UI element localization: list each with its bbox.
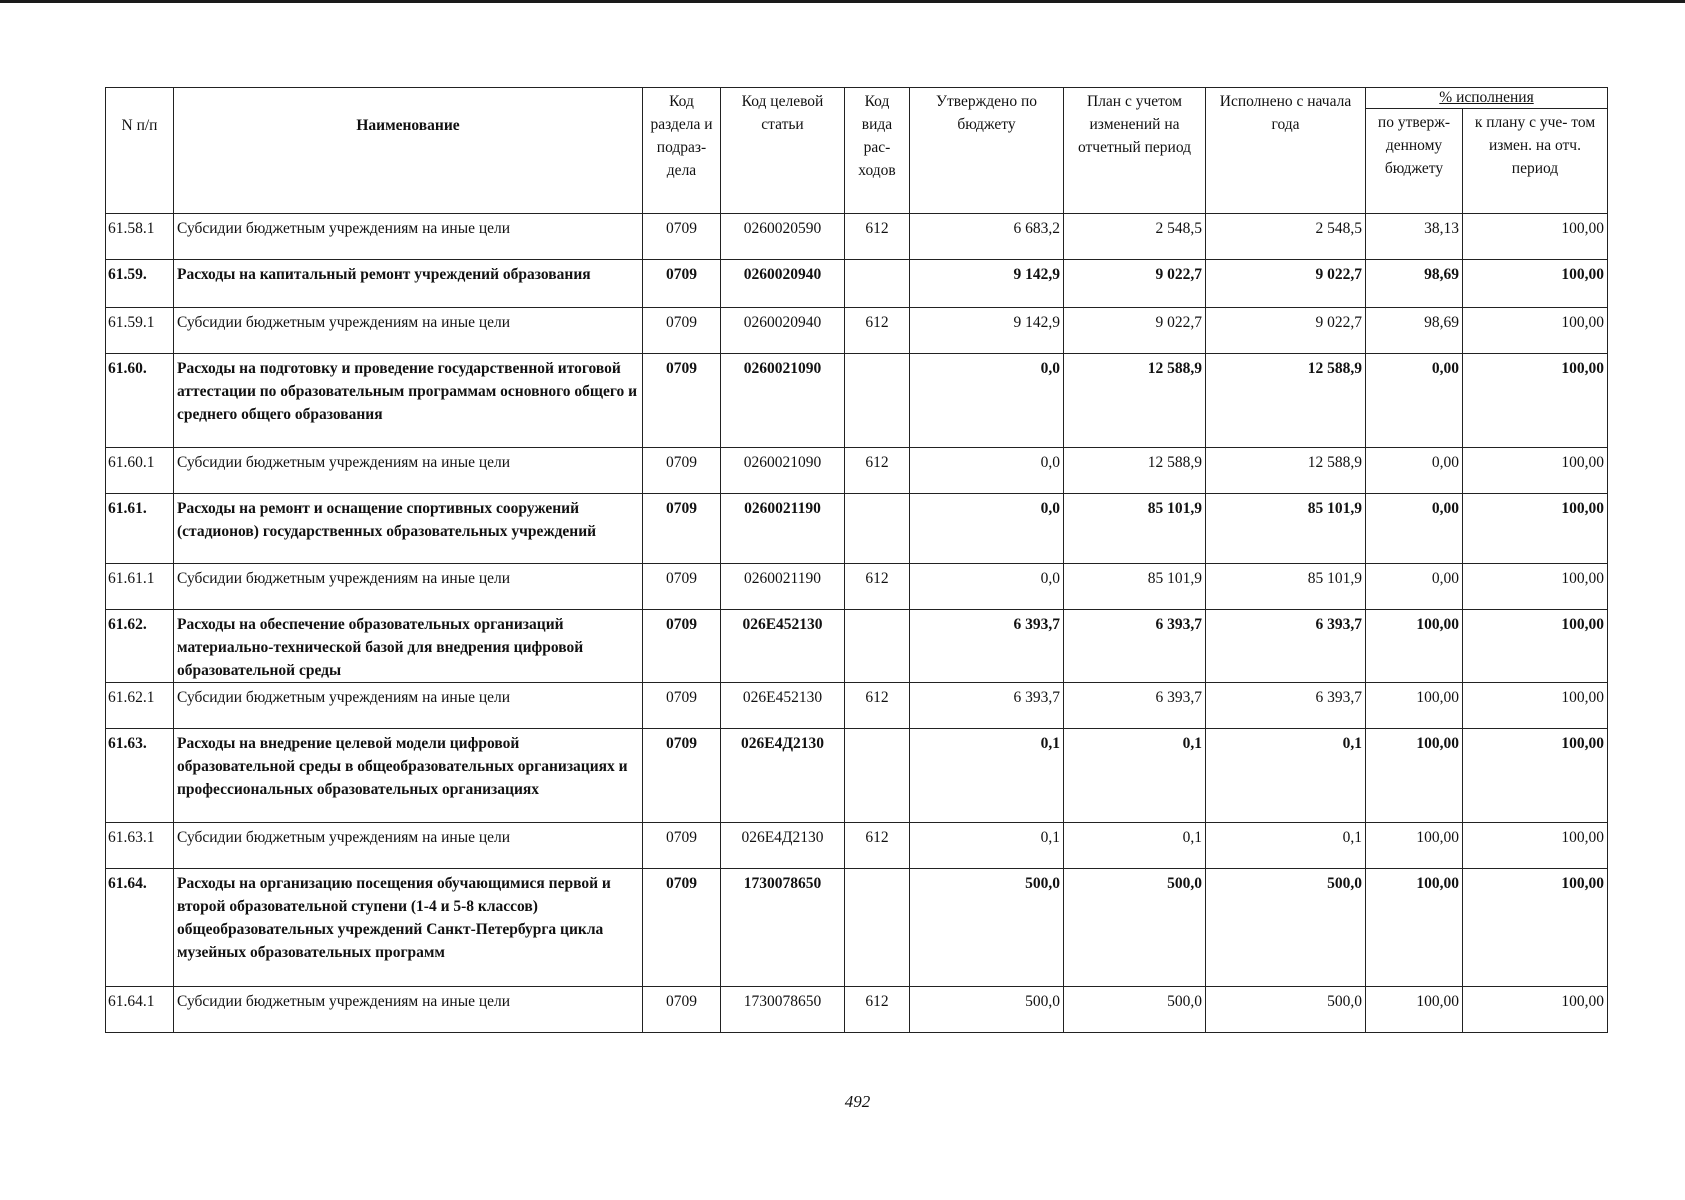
- row-pct-plan-cell: 100,00: [1463, 260, 1608, 308]
- row-razdel-cell: 0709: [643, 610, 721, 683]
- row-vid-cell: [845, 729, 910, 823]
- row-number-cell: 61.64.1: [106, 987, 174, 1033]
- row-pct-plan-cell: 100,00: [1463, 354, 1608, 448]
- row-celevaya-cell: 0260020940: [721, 308, 845, 354]
- table-row: [106, 564, 1608, 610]
- header-kod-celevoy: Код целевой статьи: [721, 88, 845, 214]
- row-name-cell: Расходы на обеспечение образовательных организаций материально-технической базой для внедрения цифровой образовательной среды: [174, 610, 643, 683]
- table-row: [106, 683, 1608, 729]
- row-name-cell: Расходы на капитальный ремонт учреждений образования: [174, 260, 643, 308]
- row-number-cell: 61.60.: [106, 354, 174, 448]
- row-name-cell: Субсидии бюджетным учреждениям на иные цели: [174, 308, 643, 354]
- row-plan-cell: 85 101,9: [1064, 494, 1206, 564]
- row-isp-cell: 85 101,9: [1206, 494, 1366, 564]
- row-vid-cell: [845, 610, 910, 683]
- row-celevaya-cell: 1730078650: [721, 987, 845, 1033]
- row-pct-plan-cell: 100,00: [1463, 494, 1608, 564]
- row-pct-utv-cell: 100,00: [1366, 729, 1463, 823]
- row-isp-cell: 0,1: [1206, 823, 1366, 869]
- header-name: Наименование: [174, 88, 643, 214]
- row-vid-cell: 612: [845, 987, 910, 1033]
- row-razdel-cell: 0709: [643, 869, 721, 987]
- table-row: [106, 494, 1608, 564]
- row-number-cell: 61.60.1: [106, 448, 174, 494]
- row-name-cell: Расходы на ремонт и оснащение спортивных сооружений (стадионов) государственных образовательных учреждений: [174, 494, 643, 564]
- row-plan-cell: 2 548,5: [1064, 214, 1206, 260]
- row-isp-cell: 2 548,5: [1206, 214, 1366, 260]
- row-celevaya-cell: 0260020590: [721, 214, 845, 260]
- row-plan-cell: 500,0: [1064, 869, 1206, 987]
- row-razdel-cell: 0709: [643, 823, 721, 869]
- row-vid-cell: 612: [845, 564, 910, 610]
- row-razdel-cell: 0709: [643, 354, 721, 448]
- row-celevaya-cell: 0260021090: [721, 354, 845, 448]
- header-plan: План с учетом изменений на отчетный период: [1064, 88, 1206, 214]
- row-name-cell: Расходы на подготовку и проведение государственной итоговой аттестации по образовательным программам основного общего и среднего общего образования: [174, 354, 643, 448]
- row-pct-plan-cell: 100,00: [1463, 214, 1608, 260]
- row-pct-plan-cell: 100,00: [1463, 869, 1608, 987]
- row-isp-cell: 12 588,9: [1206, 354, 1366, 448]
- row-pct-utv-cell: 100,00: [1366, 683, 1463, 729]
- budget-execution-table: [105, 87, 1608, 1033]
- row-pct-utv-cell: 98,69: [1366, 308, 1463, 354]
- table-row: [106, 354, 1608, 448]
- row-razdel-cell: 0709: [643, 564, 721, 610]
- row-name-cell: Субсидии бюджетным учреждениям на иные цели: [174, 214, 643, 260]
- table-row: [106, 823, 1608, 869]
- page-number: 492: [844, 1092, 871, 1111]
- table-row: [106, 869, 1608, 987]
- row-vid-cell: 612: [845, 308, 910, 354]
- row-utv-cell: 6 393,7: [910, 683, 1064, 729]
- row-celevaya-cell: 0260021090: [721, 448, 845, 494]
- row-pct-plan-cell: 100,00: [1463, 987, 1608, 1033]
- row-celevaya-cell: 0260021190: [721, 564, 845, 610]
- row-name-cell: Субсидии бюджетным учреждениям на иные цели: [174, 448, 643, 494]
- row-vid-cell: [845, 869, 910, 987]
- row-razdel-cell: 0709: [643, 448, 721, 494]
- row-pct-utv-cell: 100,00: [1366, 823, 1463, 869]
- row-number-cell: 61.64.: [106, 869, 174, 987]
- header-ispolneno: Исполнено с начала года: [1206, 88, 1366, 214]
- row-plan-cell: 0,1: [1064, 729, 1206, 823]
- row-razdel-cell: 0709: [643, 308, 721, 354]
- row-name-cell: Расходы на организацию посещения обучающимися первой и второй образовательной ступени (1-4 и 5-8 классов) общеобразовательных учреждений Санкт-Петербурга цикла музейных образовательных программ: [174, 869, 643, 987]
- row-number-cell: 61.63.1: [106, 823, 174, 869]
- table-row: [106, 610, 1608, 683]
- row-pct-utv-cell: 100,00: [1366, 987, 1463, 1033]
- table-row: [106, 214, 1608, 260]
- row-name-cell: Субсидии бюджетным учреждениям на иные цели: [174, 683, 643, 729]
- row-utv-cell: 0,0: [910, 564, 1064, 610]
- row-vid-cell: 612: [845, 683, 910, 729]
- row-name-cell: Субсидии бюджетным учреждениям на иные цели: [174, 823, 643, 869]
- row-isp-cell: 500,0: [1206, 987, 1366, 1033]
- row-number-cell: 61.62.1: [106, 683, 174, 729]
- row-vid-cell: 612: [845, 214, 910, 260]
- row-vid-cell: 612: [845, 448, 910, 494]
- row-vid-cell: [845, 494, 910, 564]
- table-row: [106, 729, 1608, 823]
- row-utv-cell: 0,1: [910, 729, 1064, 823]
- row-number-cell: 61.62.: [106, 610, 174, 683]
- row-number-cell: 61.59.: [106, 260, 174, 308]
- table-row: [106, 260, 1608, 308]
- row-pct-utv-cell: 38,13: [1366, 214, 1463, 260]
- row-isp-cell: 9 022,7: [1206, 308, 1366, 354]
- row-name-cell: Субсидии бюджетным учреждениям на иные цели: [174, 987, 643, 1033]
- row-pct-utv-cell: 100,00: [1366, 610, 1463, 683]
- row-number-cell: 61.59.1: [106, 308, 174, 354]
- row-pct-plan-cell: 100,00: [1463, 729, 1608, 823]
- row-plan-cell: 9 022,7: [1064, 260, 1206, 308]
- row-razdel-cell: 0709: [643, 987, 721, 1033]
- row-utv-cell: 500,0: [910, 869, 1064, 987]
- row-pct-utv-cell: 0,00: [1366, 494, 1463, 564]
- row-utv-cell: 9 142,9: [910, 260, 1064, 308]
- row-pct-utv-cell: 0,00: [1366, 354, 1463, 448]
- row-number-cell: 61.61.1: [106, 564, 174, 610]
- row-plan-cell: 12 588,9: [1064, 354, 1206, 448]
- table-row: [106, 987, 1608, 1033]
- row-vid-cell: [845, 260, 910, 308]
- row-pct-plan-cell: 100,00: [1463, 448, 1608, 494]
- table-header: [106, 88, 1608, 214]
- row-utv-cell: 0,0: [910, 354, 1064, 448]
- row-celevaya-cell: 026E452130: [721, 683, 845, 729]
- row-razdel-cell: 0709: [643, 729, 721, 823]
- row-razdel-cell: 0709: [643, 683, 721, 729]
- header-utverzhdeno: Утверждено по бюджету: [910, 88, 1064, 214]
- row-isp-cell: 12 588,9: [1206, 448, 1366, 494]
- row-vid-cell: [845, 354, 910, 448]
- row-name-cell: Субсидии бюджетным учреждениям на иные цели: [174, 564, 643, 610]
- row-number-cell: 61.61.: [106, 494, 174, 564]
- row-pct-plan-cell: 100,00: [1463, 683, 1608, 729]
- row-plan-cell: 500,0: [1064, 987, 1206, 1033]
- row-plan-cell: 6 393,7: [1064, 683, 1206, 729]
- row-plan-cell: 6 393,7: [1064, 610, 1206, 683]
- header-pct-group: % исполнения: [1366, 88, 1608, 109]
- header-n: N п/п: [106, 88, 174, 214]
- row-pct-utv-cell: 100,00: [1366, 869, 1463, 987]
- row-plan-cell: 9 022,7: [1064, 308, 1206, 354]
- budget-table-container: [105, 87, 1607, 1033]
- table-row: [106, 448, 1608, 494]
- row-utv-cell: 6 683,2: [910, 214, 1064, 260]
- row-razdel-cell: 0709: [643, 260, 721, 308]
- header-pct-plan: к плану с уче- том измен. на отч. период: [1463, 109, 1608, 214]
- header-pct-utv: по утверж- денному бюджету: [1366, 109, 1463, 214]
- row-celevaya-cell: 026E4Д2130: [721, 823, 845, 869]
- row-celevaya-cell: 026E452130: [721, 610, 845, 683]
- row-number-cell: 61.58.1: [106, 214, 174, 260]
- row-utv-cell: 6 393,7: [910, 610, 1064, 683]
- row-pct-utv-cell: 98,69: [1366, 260, 1463, 308]
- row-name-cell: Расходы на внедрение целевой модели цифровой образовательной среды в общеобразовательных организациях и профессиональных образовательных организациях: [174, 729, 643, 823]
- row-isp-cell: 500,0: [1206, 869, 1366, 987]
- table-row: [106, 308, 1608, 354]
- row-utv-cell: 0,1: [910, 823, 1064, 869]
- row-isp-cell: 9 022,7: [1206, 260, 1366, 308]
- header-kod-razdela: Код раздела и подраз- дела: [643, 88, 721, 214]
- row-pct-plan-cell: 100,00: [1463, 610, 1608, 683]
- row-razdel-cell: 0709: [643, 214, 721, 260]
- row-plan-cell: 12 588,9: [1064, 448, 1206, 494]
- header-kod-vida: Код вида рас- ходов: [845, 88, 910, 214]
- row-isp-cell: 6 393,7: [1206, 610, 1366, 683]
- row-utv-cell: 0,0: [910, 494, 1064, 564]
- row-pct-utv-cell: 0,00: [1366, 448, 1463, 494]
- row-plan-cell: 85 101,9: [1064, 564, 1206, 610]
- row-razdel-cell: 0709: [643, 494, 721, 564]
- row-vid-cell: 612: [845, 823, 910, 869]
- table-body: [106, 214, 1608, 1033]
- row-plan-cell: 0,1: [1064, 823, 1206, 869]
- row-utv-cell: 500,0: [910, 987, 1064, 1033]
- row-celevaya-cell: 1730078650: [721, 869, 845, 987]
- row-celevaya-cell: 026E4Д2130: [721, 729, 845, 823]
- row-pct-plan-cell: 100,00: [1463, 823, 1608, 869]
- row-utv-cell: 0,0: [910, 448, 1064, 494]
- row-celevaya-cell: 0260020940: [721, 260, 845, 308]
- row-utv-cell: 9 142,9: [910, 308, 1064, 354]
- row-isp-cell: 6 393,7: [1206, 683, 1366, 729]
- row-pct-utv-cell: 0,00: [1366, 564, 1463, 610]
- row-isp-cell: 85 101,9: [1206, 564, 1366, 610]
- row-isp-cell: 0,1: [1206, 729, 1366, 823]
- page-top-border: [0, 0, 1685, 3]
- row-pct-plan-cell: 100,00: [1463, 308, 1608, 354]
- row-number-cell: 61.63.: [106, 729, 174, 823]
- row-pct-plan-cell: 100,00: [1463, 564, 1608, 610]
- row-celevaya-cell: 0260021190: [721, 494, 845, 564]
